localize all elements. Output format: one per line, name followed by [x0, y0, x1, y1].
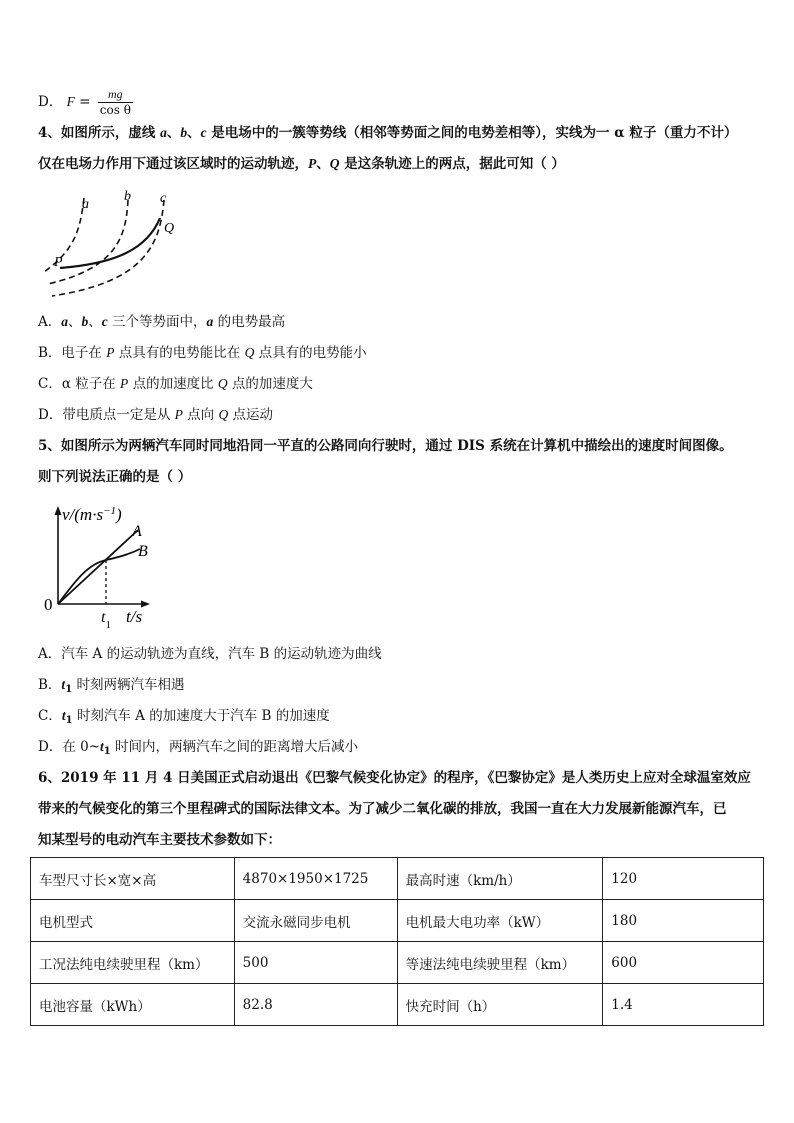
table-cell: 500: [234, 942, 397, 984]
table-row: [31, 942, 764, 984]
table-cell: 600: [603, 942, 764, 984]
equipotential-line-b: [48, 200, 128, 284]
var: Q: [329, 156, 340, 171]
formula-fraction: [98, 87, 133, 118]
table-cell: 1.4: [603, 984, 764, 1026]
text: 、: [68, 314, 82, 330]
fraction-numerator: mg: [98, 87, 133, 103]
q6-stem-line1: 6、2019 年 11 月 4 日美国正式启动退出《巴黎气候变化协定》的程序，《巴黎协定》是人类历史上应对全球温室效应: [38, 770, 751, 786]
text: 的电势最高: [213, 314, 286, 330]
q4-option-a: [38, 313, 285, 331]
text: 点的加速度大: [227, 376, 313, 392]
var: t: [100, 739, 104, 754]
q6-stem-line3: 知某型号的电动汽车主要技术参数如下：: [38, 832, 281, 848]
table-cell: 快充时间（h）: [397, 984, 603, 1026]
text: 时刻汽车 A 的加速度大于汽车 B 的加速度: [72, 708, 330, 724]
table-cell: 等速法纯电续驶里程（km）: [397, 942, 603, 984]
table-cell: 180: [603, 900, 764, 942]
table-row: [31, 858, 764, 900]
line-car-a: [58, 530, 138, 604]
curve-car-b: [58, 549, 140, 604]
text: 4、如图所示，虚线: [38, 125, 161, 141]
text: C．α 粒子在: [38, 376, 121, 392]
text: 三个等势面中，: [107, 314, 207, 330]
table-cell: 最高时速（km/h）: [397, 858, 603, 900]
var: a: [61, 314, 68, 329]
table-cell: 120: [603, 858, 764, 900]
text: A．: [38, 314, 62, 330]
q4-option-b: [38, 344, 367, 362]
t1-label: $t_1$: [101, 609, 111, 631]
text: B．电子在: [38, 345, 107, 361]
ev-spec-table: [30, 857, 764, 1026]
text: 时刻两辆汽车相遇: [72, 677, 185, 693]
table-cell: 车型尺寸长×宽×高: [31, 858, 235, 900]
q4-option-c: [38, 375, 313, 393]
q5-option-b: [38, 676, 184, 699]
text: 、: [88, 314, 102, 330]
q5-stem-line2: 则下列说法正确的是（ ）: [38, 469, 192, 485]
text: 、: [187, 125, 201, 141]
table-cell: 工况法纯电续驶里程（km）: [31, 942, 235, 984]
var: b: [81, 314, 89, 329]
origin-label: 0: [44, 595, 53, 614]
var: Q: [217, 376, 228, 391]
subscript: 1: [65, 684, 73, 695]
var: b: [180, 125, 188, 140]
y-axis-arrow: [55, 506, 62, 515]
text: D．在 0~: [38, 739, 101, 755]
text: 点的加速度比: [128, 376, 218, 392]
table-cell: 电池容量（kWh）: [31, 984, 235, 1026]
q5-velocity-time-graph: [40, 498, 180, 638]
label-b: b: [124, 189, 131, 204]
q4-stem-line2: [38, 155, 565, 173]
table-cell: 交流永磁同步电机: [234, 900, 397, 942]
text: C．: [38, 708, 62, 724]
label-p: P: [54, 255, 63, 270]
var: P: [174, 407, 183, 422]
x-axis-label: t/s: [126, 607, 143, 626]
q6-stem-line2: 带来的气候变化的第三个里程碑式的国际法律文本。为了减少二氧化碳的排放，我国一直在大力发展新能源汽车，已: [38, 801, 727, 817]
option-label: D．: [38, 94, 63, 110]
text: D．带电质点一定是从: [38, 407, 175, 423]
label-car-a: A: [132, 523, 142, 540]
q5-option-d: [38, 738, 358, 761]
var: t: [61, 677, 66, 692]
q5-stem-line1: 5、如图所示为两辆汽车同时同地沿同一平直的公路同向行驶时，通过 DIS 系统在计算机中描绘出的速度时间图像。: [38, 438, 733, 454]
label-car-b: B: [138, 543, 148, 560]
var: Q: [218, 407, 229, 422]
table-cell: 电机型式: [31, 900, 235, 942]
label-a: a: [82, 197, 89, 212]
q5-option-c: [38, 707, 330, 730]
subscript: 1: [65, 715, 73, 726]
q4-stem-line1: [38, 124, 737, 142]
formula-lhs: F: [66, 94, 75, 109]
y-axis-label: $v/(m\cdot s^{-1})$: [62, 505, 122, 524]
var: c: [200, 125, 207, 140]
var: P: [308, 156, 317, 171]
table-cell: 电机最大电功率（kW）: [397, 900, 603, 942]
text: 是电场中的一簇等势线（相邻等势面之间的电势差相等），实线为一 α 粒子（重力不计）: [206, 125, 738, 141]
text: 点运动: [228, 407, 274, 423]
label-c: c: [160, 191, 167, 206]
text: 、: [166, 125, 181, 141]
prev-option-d: [38, 87, 133, 118]
text: B．: [38, 677, 62, 693]
var: a: [160, 125, 167, 140]
text: 、: [316, 156, 330, 172]
q4-option-d: [38, 406, 273, 424]
var: c: [101, 314, 108, 329]
var: Q: [244, 345, 255, 360]
fraction-denominator: cos θ: [99, 103, 131, 117]
var: P: [120, 376, 129, 391]
formula-eq: =: [79, 94, 91, 110]
table-cell: 82.8: [234, 984, 397, 1026]
var: t: [61, 708, 66, 723]
q4-equipotential-figure: [36, 186, 196, 306]
text: 点具有的电势能小: [254, 345, 367, 361]
var: P: [106, 345, 115, 360]
text: 仅在电场力作用下通过该区域时的运动轨迹，: [38, 156, 308, 172]
q5-option-a: A．汽车 A 的运动轨迹为直线，汽车 B 的运动轨迹为曲线: [38, 646, 382, 662]
x-axis-arrow: [141, 601, 150, 608]
table-row: [31, 984, 764, 1026]
text: 时间内，两辆汽车之间的距离增大后减小: [110, 739, 359, 755]
table-row: [31, 900, 764, 942]
particle-trajectory: [60, 218, 160, 268]
table-cell: 4870×1950×1725: [234, 858, 397, 900]
subscript: 1: [103, 746, 111, 757]
equipotential-line-a: [44, 198, 84, 272]
text: 点向: [182, 407, 219, 423]
text: 是这条轨迹上的两点，据此可知（ ）: [339, 156, 565, 172]
text: 点具有的电势能比在: [114, 345, 245, 361]
var: a: [206, 314, 214, 329]
label-q: Q: [164, 221, 175, 236]
